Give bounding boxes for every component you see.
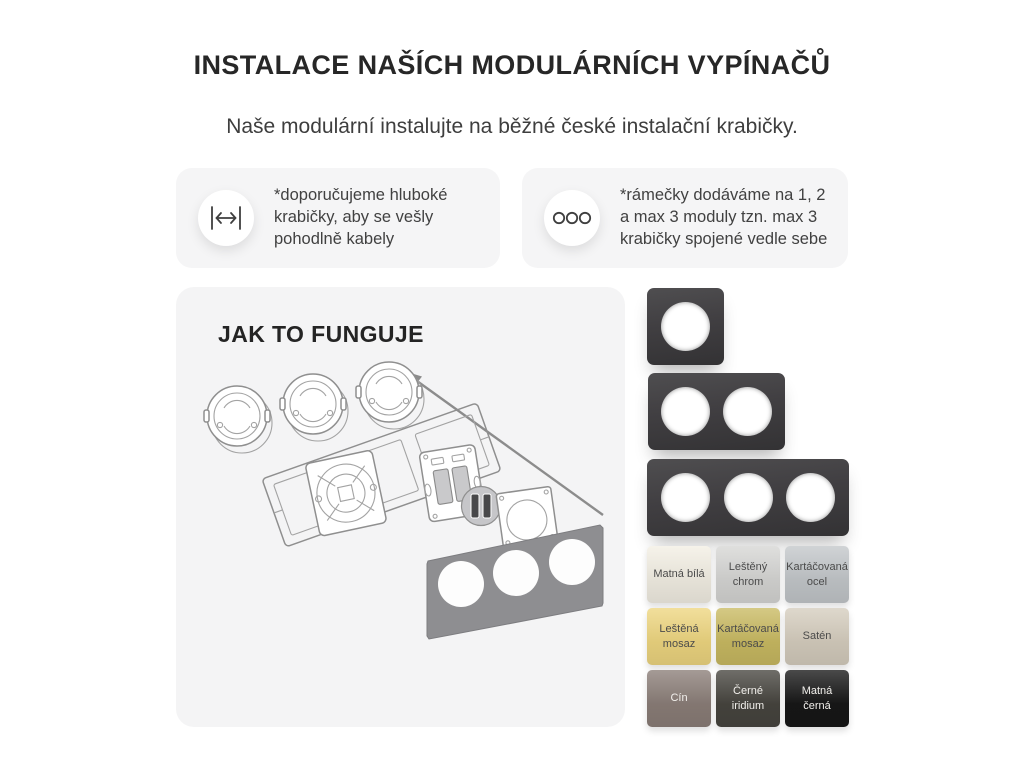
frame-hole — [661, 387, 710, 436]
switch-mechanism-illustration — [305, 450, 387, 537]
adapter-disc-illustration — [462, 487, 501, 526]
swatch-saten: Satén — [785, 608, 849, 665]
how-it-works-panel — [176, 287, 625, 727]
three-modules-icon — [544, 190, 600, 246]
swatch-lestena-mosaz: Leštěná mosaz — [647, 608, 711, 665]
swatch-lesteny-chrom: Leštěný chrom — [716, 546, 780, 603]
frame-hole — [661, 473, 710, 522]
how-it-works-heading: JAK TO FUNGUJE — [218, 321, 424, 347]
swatch-kartacovana-ocel: Kartáčovaná ocel — [785, 546, 849, 603]
frame-1-module — [647, 288, 724, 365]
finish-swatch-grid — [647, 546, 849, 727]
note-card-frame-sizes — [522, 168, 848, 268]
swatch-cin: Cín — [647, 670, 711, 727]
page-title: INSTALACE NAŠÍCH MODULÁRNÍCH VYPÍNAČŮ — [193, 50, 831, 80]
swatch-matna-cerna: Matná černá — [785, 670, 849, 727]
frame-2-module — [648, 373, 785, 450]
note-text: *rámečky dodáváme na 1, 2 a max 3 moduly tzn. max 3 krabičky spojené vedle sebe — [620, 186, 828, 248]
box-depth-icon — [198, 190, 254, 246]
swatch-matna-bila: Matná bílá — [647, 546, 711, 603]
note-card-deep-boxes — [176, 168, 500, 268]
swatch-kartacovana-mosaz: Kartáčovaná mosaz — [716, 608, 780, 665]
note-text: *doporučujeme hluboké krabičky, aby se vešly pohodlně kabely — [274, 186, 448, 248]
frame-hole — [723, 387, 772, 436]
frame-hole — [724, 473, 773, 522]
exploded-view-diagram — [176, 287, 625, 727]
frame-hole — [786, 473, 835, 522]
swatch-cerne-iridium: Černé iridium — [716, 670, 780, 727]
frame-hole — [661, 302, 710, 351]
frame-3-module — [647, 459, 849, 536]
page-subtitle: Naše modulární instalujte na běžné české instalační krabičky. — [226, 115, 798, 138]
